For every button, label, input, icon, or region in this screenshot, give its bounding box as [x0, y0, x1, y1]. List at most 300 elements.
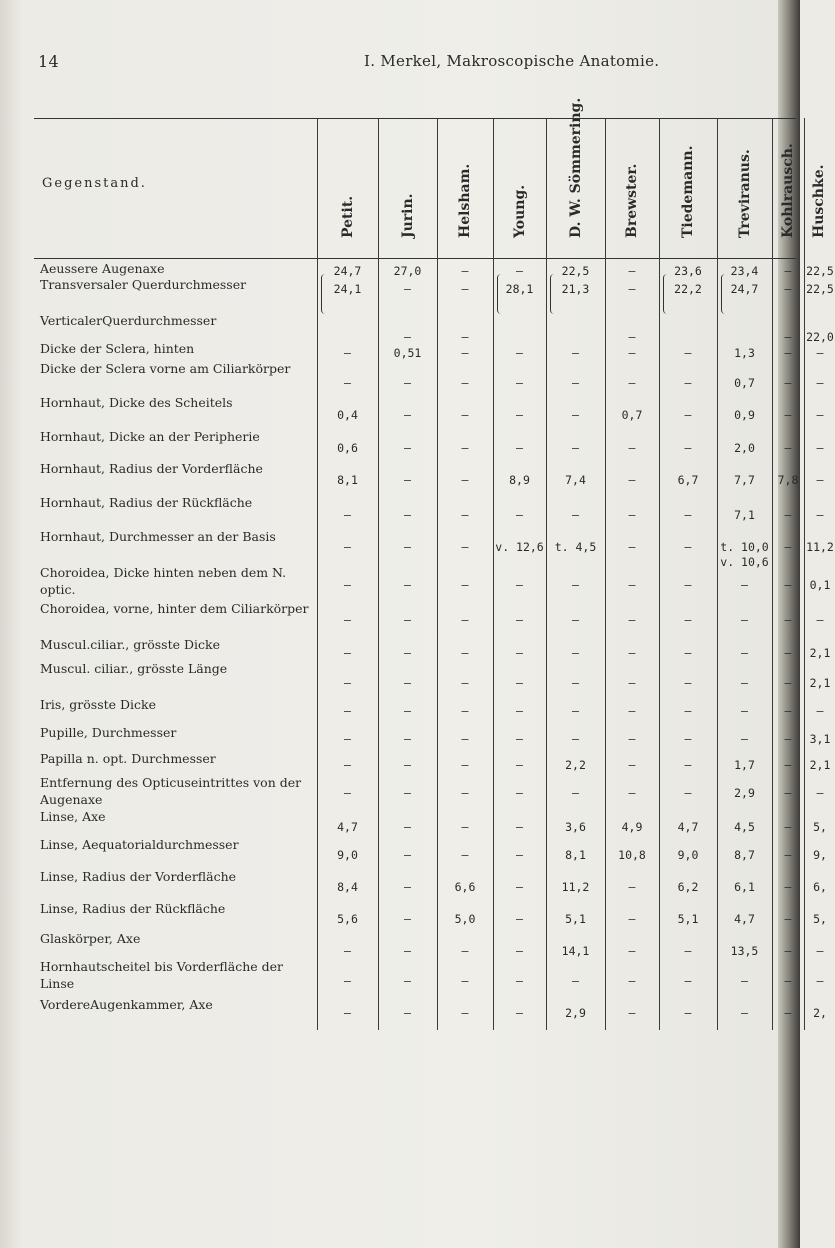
column-divider [546, 118, 547, 1030]
row-label: VordereAugenkammer, Axe [40, 997, 213, 1012]
table-cell: — [461, 508, 469, 522]
table-cell: 11,2 [561, 880, 590, 894]
table-cell: — [461, 376, 469, 390]
table-cell: 8,4 [337, 880, 358, 894]
row-label: Linse, Radius der Rückfläche [40, 901, 226, 916]
table-cell: — [404, 704, 411, 718]
table-cell: — [684, 944, 692, 958]
row-label: Hornhautscheitel bis Vorderfläche der Linse [40, 959, 284, 991]
table-cell: — [572, 508, 579, 522]
measurement-table [34, 97, 834, 1130]
table-cell: — [784, 264, 792, 278]
table-cell: — [516, 848, 523, 862]
table-cell: 24,1 [333, 282, 362, 296]
column-header-label: Kohlrausch. [780, 143, 796, 238]
table-cell: 8,9 [509, 473, 530, 487]
table-cell: — [816, 786, 824, 800]
table-cell: — [628, 613, 636, 627]
table-cell: t. 10,0 [720, 540, 769, 554]
page-number: 14 [38, 52, 59, 71]
table-cell: — [816, 473, 824, 487]
table-cell: — [461, 704, 469, 718]
row-label: Choroidea, Dicke hinten neben dem N. optic. [40, 565, 287, 597]
table-cell: — [516, 346, 523, 360]
table-cell: 6,2 [677, 880, 699, 894]
table-cell: 0,7 [734, 376, 755, 390]
table-cell: — [404, 880, 411, 894]
table-cell: — [628, 1006, 636, 1020]
table-cell: 13,5 [730, 944, 759, 958]
column-header-label: Jurin. [399, 193, 416, 238]
row-label: Choroidea, vorne, hinter dem Ciliarkörper [40, 601, 309, 616]
table-cell: 3,6 [565, 820, 586, 834]
table-cell: — [461, 540, 469, 554]
table-cell: — [816, 944, 824, 958]
table-cell: — [684, 646, 692, 660]
table-cell: — [684, 974, 692, 988]
table-cell: — [404, 848, 411, 862]
table-cell: 22,5 [561, 264, 590, 278]
table-cell: — [461, 613, 469, 627]
row-label: Hornhaut, Radius der Vorderfläche [40, 461, 263, 476]
table-cell: — [628, 346, 636, 360]
table-cell: — [516, 408, 523, 422]
row-label: Glaskörper, Axe [40, 931, 141, 946]
table-cell: 21,3 [561, 282, 590, 296]
table-cell: — [684, 540, 692, 554]
row-label: Iris, grösste Dicke [40, 697, 156, 712]
table-cell: 0,9 [734, 408, 755, 422]
row-label: Hornhaut, Dicke des Scheitels [40, 395, 233, 410]
column-header [618, 124, 646, 258]
table-cell: 22,2 [674, 282, 702, 296]
table-cell: — [741, 732, 748, 746]
table-cell: — [516, 704, 523, 718]
column-header [506, 124, 534, 258]
table-cell: 9,0 [677, 848, 699, 862]
table-cell: — [784, 408, 792, 422]
row-label: Dicke der Sclera, hinten [40, 341, 195, 356]
table-cell: 3,1 [809, 732, 831, 746]
table-cell: 22,0 [806, 330, 834, 344]
table-cell: — [816, 704, 824, 718]
table-cell: — [628, 646, 636, 660]
column-divider [659, 118, 660, 1030]
table-cell: — [461, 330, 469, 344]
table-cell: — [404, 974, 411, 988]
table-cell: — [684, 441, 692, 455]
table-cell: — [628, 264, 636, 278]
table-cell: — [344, 613, 351, 627]
table-cell: — [516, 264, 523, 278]
table-cell: — [784, 974, 792, 988]
table-cell: 10,8 [618, 848, 646, 862]
table-cell: — [344, 1006, 351, 1020]
table-cell: — [516, 1006, 523, 1020]
table-cell: — [784, 282, 792, 296]
table-cell: — [404, 441, 411, 455]
table-cell: — [461, 732, 469, 746]
table-cell: — [461, 786, 469, 800]
table-cell: — [344, 974, 351, 988]
table-cell: 5, [813, 912, 827, 926]
table-cell: — [741, 676, 748, 690]
table-cell: t. 4,5 [554, 540, 597, 554]
table-cell: — [516, 613, 523, 627]
table-cell: — [784, 376, 792, 390]
table-cell: 5,0 [454, 912, 476, 926]
table-cell: 14,1 [561, 944, 590, 958]
table-cell: — [404, 282, 411, 296]
table-cell: — [344, 676, 351, 690]
row-brace [550, 274, 557, 314]
table-cell: — [344, 346, 351, 360]
row-brace [497, 274, 504, 314]
table-cell: — [741, 613, 748, 627]
table-cell: — [684, 578, 692, 592]
table-cell: — [684, 1006, 692, 1020]
row-brace [663, 274, 670, 314]
table-cell: — [461, 1006, 469, 1020]
table-cell: — [684, 408, 692, 422]
table-cell: 2,1 [809, 646, 831, 660]
table-cell: — [628, 974, 636, 988]
row-brace [321, 274, 328, 314]
table-cell: — [572, 376, 579, 390]
table-cell: — [516, 974, 523, 988]
table-cell: — [344, 578, 351, 592]
table-cell: — [516, 376, 523, 390]
table-cell: — [628, 540, 636, 554]
column-header-label: Petit. [339, 195, 356, 238]
table-cell: — [741, 578, 748, 592]
table-cell: — [784, 1006, 792, 1020]
table-cell: 9,0 [337, 848, 358, 862]
column-header-label: Treviranus. [736, 149, 753, 238]
table-cell: — [404, 732, 411, 746]
table-cell: 4,7 [677, 820, 699, 834]
table-cell: — [628, 578, 636, 592]
table-cell: 2, [813, 1006, 827, 1020]
row-brace [721, 274, 728, 314]
table-cell: — [816, 441, 824, 455]
table-cell: — [741, 704, 748, 718]
header-title: I. Merkel, Makroscopische Anatomie. [364, 52, 660, 70]
table-cell: — [461, 441, 469, 455]
column-header [394, 124, 422, 258]
table-cell: — [684, 732, 692, 746]
table-cell: 9, [813, 848, 827, 862]
table-cell: — [516, 441, 523, 455]
table-cell: — [461, 408, 469, 422]
running-header [34, 52, 754, 74]
table-cell: — [816, 376, 824, 390]
table-cell: — [684, 346, 692, 360]
table-cell: — [516, 786, 523, 800]
table-cell: — [404, 912, 411, 926]
table-cell: — [816, 974, 824, 988]
table-cell: — [784, 786, 792, 800]
row-label: Hornhaut, Radius der Rückfläche [40, 495, 253, 510]
subject-column-header: Gegenstand. [42, 176, 147, 191]
table-cell: 4,5 [734, 820, 755, 834]
table-cell: — [404, 758, 411, 772]
table-cell: 0,7 [621, 408, 643, 422]
row-label: Pupille, Durchmesser [40, 725, 177, 740]
header-rule [34, 258, 796, 259]
row-label: VerticalerQuerdurchmesser [40, 313, 217, 328]
table-cell: — [628, 758, 636, 772]
table-cell: — [461, 758, 469, 772]
table-cell: — [628, 441, 636, 455]
table-cell: — [404, 376, 411, 390]
table-cell: — [404, 646, 411, 660]
table-cell: 2,1 [809, 676, 831, 690]
table-cell: — [404, 473, 411, 487]
row-label: Muscul. ciliar., grösste Länge [40, 661, 228, 676]
table-cell: — [572, 646, 579, 660]
table-cell: — [344, 508, 351, 522]
table-cell: — [461, 646, 469, 660]
table-cell: — [516, 508, 523, 522]
table-cell: — [572, 441, 579, 455]
table-cell: — [784, 912, 792, 926]
table-cell: — [404, 408, 411, 422]
table-cell: 0,1 [809, 578, 831, 592]
table-cell: 5,6 [337, 912, 358, 926]
table-cell: — [516, 912, 523, 926]
row-label: Muscul.ciliar., grösste Dicke [40, 637, 220, 652]
table-cell: — [461, 974, 469, 988]
row-label: Entfernung des Opticuseintrittes von der Augenaxe [40, 775, 302, 807]
table-cell: — [628, 786, 636, 800]
table-cell: — [344, 704, 351, 718]
table-cell: 28,1 [505, 282, 534, 296]
table-cell: — [741, 646, 748, 660]
table-cell: — [784, 676, 792, 690]
table-cell: — [404, 944, 411, 958]
table-cell: 24,7 [730, 282, 759, 296]
table-cell: — [344, 646, 351, 660]
table-cell: 7,4 [565, 473, 586, 487]
column-header-label: Brewster. [624, 163, 640, 238]
table-cell: — [628, 330, 636, 344]
table-cell: 7,8 [777, 473, 799, 487]
row-label: Dicke der Sclera vorne am Ciliarkörper [40, 361, 291, 376]
table-cell: 0,51 [393, 346, 422, 360]
table-cell: — [684, 613, 692, 627]
row-label: Hornhaut, Durchmesser an der Basis [40, 529, 276, 544]
table-cell: — [784, 758, 792, 772]
table-cell: — [628, 508, 636, 522]
table-cell: — [572, 786, 579, 800]
table-cell: — [816, 346, 824, 360]
column-divider [437, 118, 438, 1030]
table-cell: 4,9 [621, 820, 643, 834]
table-cell: 23,6 [674, 264, 702, 278]
table-cell: 4,7 [734, 912, 755, 926]
table-cell: — [461, 820, 469, 834]
table-cell: — [461, 264, 469, 278]
table-cell: 4,7 [337, 820, 358, 834]
table-cell: — [461, 848, 469, 862]
column-header-label: Huschke. [811, 164, 827, 238]
table-cell: — [344, 758, 351, 772]
table-cell: 2,9 [734, 786, 755, 800]
table-cell: — [344, 540, 351, 554]
table-cell: — [404, 1006, 411, 1020]
column-header [774, 124, 802, 258]
table-cell: v. 10,6 [720, 555, 769, 569]
column-divider [317, 118, 318, 1030]
table-cell: 8,1 [565, 848, 586, 862]
table-cell: — [461, 676, 469, 690]
table-cell: — [684, 786, 692, 800]
table-cell: — [461, 282, 469, 296]
table-cell: — [628, 473, 636, 487]
table-cell: — [784, 441, 792, 455]
table-cell: 5,1 [565, 912, 586, 926]
table-cell: — [404, 820, 411, 834]
column-header [562, 97, 590, 258]
table-cell: — [684, 704, 692, 718]
column-header-label: D. W. Sömmering. [567, 97, 584, 238]
column-header-label: Young. [511, 184, 528, 238]
table-cell: — [404, 613, 411, 627]
table-cell: — [516, 944, 523, 958]
table-cell: — [784, 578, 792, 592]
table-cell: v. 12,6 [495, 540, 544, 554]
table-cell: — [628, 676, 636, 690]
table-cell: 22,5 [806, 282, 834, 296]
column-header [674, 124, 702, 258]
table-cell: — [404, 508, 411, 522]
table-cell: — [572, 346, 579, 360]
row-label: Transversaler Querdurchmesser [40, 277, 247, 292]
column-header [805, 124, 833, 258]
table-cell: — [516, 676, 523, 690]
table-cell: — [784, 613, 792, 627]
table-cell: — [741, 974, 748, 988]
table-cell: — [572, 974, 579, 988]
table-cell: — [572, 408, 579, 422]
table-cell: 7,1 [734, 508, 755, 522]
table-cell: 5,1 [677, 912, 699, 926]
table-cell: — [572, 704, 579, 718]
table-cell: 8,7 [734, 848, 755, 862]
table-cell: — [816, 613, 824, 627]
column-header-label: Tiedemann. [680, 145, 696, 238]
table-cell: 2,9 [565, 1006, 586, 1020]
row-label: Linse, Axe [40, 809, 106, 824]
table-cell: — [784, 944, 792, 958]
table-cell: — [572, 613, 579, 627]
column-header [334, 124, 362, 258]
table-cell: 24,7 [333, 264, 362, 278]
table-cell: 1,3 [734, 346, 755, 360]
table-cell: — [784, 540, 792, 554]
table-cell: 2,1 [809, 758, 831, 772]
table-cell: — [516, 646, 523, 660]
table-cell: 6,1 [734, 880, 755, 894]
top-rule [34, 118, 796, 119]
table-cell: — [404, 330, 411, 344]
table-cell: 11,2 [806, 540, 834, 554]
table-cell: — [628, 944, 636, 958]
table-cell: — [784, 732, 792, 746]
table-cell: — [628, 376, 636, 390]
table-cell: — [628, 282, 636, 296]
table-cell: — [344, 732, 351, 746]
table-cell: — [516, 880, 523, 894]
table-cell: — [404, 540, 411, 554]
table-cell: — [784, 646, 792, 660]
table-cell: 5, [813, 820, 827, 834]
table-cell: — [784, 346, 792, 360]
column-divider [378, 118, 379, 1030]
table-cell: — [628, 704, 636, 718]
table-cell: — [684, 758, 692, 772]
table-cell: 22,5 [806, 264, 834, 278]
table-cell: — [684, 376, 692, 390]
table-cell: — [816, 508, 824, 522]
table-cell: — [516, 820, 523, 834]
table-cell: — [628, 912, 636, 926]
table-cell: 7,7 [734, 473, 755, 487]
table-cell: — [344, 944, 351, 958]
table-cell: — [404, 676, 411, 690]
row-label: Linse, Aequatorialdurchmesser [40, 837, 239, 852]
table-cell: 2,0 [734, 441, 755, 455]
table-cell: — [404, 578, 411, 592]
table-cell: — [404, 786, 411, 800]
column-header-label: Helsham. [457, 163, 473, 238]
table-cell: 6,7 [677, 473, 699, 487]
table-cell: — [461, 944, 469, 958]
table-cell: — [344, 786, 351, 800]
table-cell: — [784, 704, 792, 718]
table-cell: — [684, 508, 692, 522]
table-cell: — [628, 880, 636, 894]
table-cell: — [344, 376, 351, 390]
table-cell: — [816, 408, 824, 422]
table-cell: — [572, 732, 579, 746]
table-cell: — [741, 1006, 748, 1020]
table-cell: — [628, 732, 636, 746]
table-cell: — [461, 346, 469, 360]
row-label: Papilla n. opt. Durchmesser [40, 751, 216, 766]
table-cell: — [784, 880, 792, 894]
table-cell: — [572, 676, 579, 690]
table-cell: — [516, 758, 523, 772]
table-cell: — [461, 578, 469, 592]
table-cell: 0,6 [337, 441, 358, 455]
table-cell: — [684, 676, 692, 690]
table-cell: 6, [813, 880, 827, 894]
table-cell: 2,2 [565, 758, 586, 772]
column-header [451, 124, 479, 258]
column-header [731, 124, 759, 258]
table-cell: 6,6 [454, 880, 476, 894]
table-cell: — [784, 508, 792, 522]
table-cell: 23,4 [730, 264, 759, 278]
row-label: Hornhaut, Dicke an der Peripherie [40, 429, 260, 444]
table-cell: 0,4 [337, 408, 358, 422]
table-cell: 27,0 [393, 264, 422, 278]
row-label: Aeussere Augenaxe [40, 261, 165, 276]
table-cell: — [516, 578, 523, 592]
row-label: Linse, Radius der Vorderfläche [40, 869, 237, 884]
